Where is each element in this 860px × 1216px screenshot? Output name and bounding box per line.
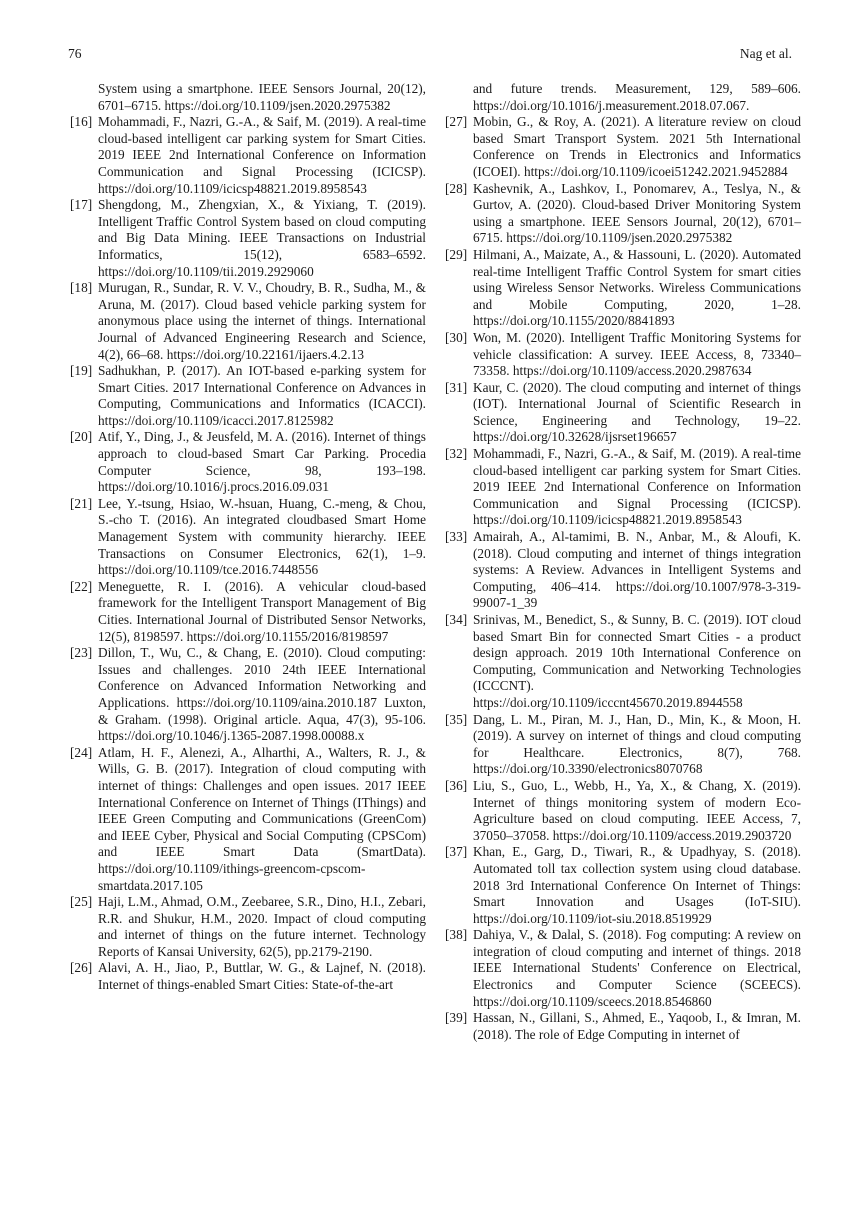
- reference-entry: [37] Khan, E., Garg, D., Tiwari, R., & Upadhyay, S. (2018). Automated toll tax collection system using cloud database. 2018 3rd International Conference On Internet of Things: Smart Innovation and Usages (IoT-SIU). https://doi.org/10.1109/iot-siu.2018.8519929: [445, 844, 801, 926]
- reference-entry: [21] Lee, Y.-tsung, Hsiao, W.-hsuan, Huang, C.-meng, & Chou, S.-cho T. (2016). An integrated cloudbased Smart Home Management System with community hierarchy. IEEE Transactions on Consumer Electronics, 62(1), 1–9. https://doi.org/10.1109/tce.2016.7448556: [70, 495, 426, 578]
- reference-entry: [30] Won, M. (2020). Intelligent Traffic Monitoring Systems for vehicle classification: A survey. IEEE Access, 8, 73340–73358. https://doi.org/10.1109/access.2020.2987634: [445, 329, 801, 379]
- reference-entry: [28] Kashevnik, A., Lashkov, I., Ponomarev, A., Teslya, N., & Gurtov, A. (2020). Cloud-based Driver Monitoring System using a smartphone. IEEE Sensors Journal, 20(12), 6701–6715. https://doi.org/10.1109/jsen.2020.2975382: [445, 180, 801, 246]
- reference-entry: [39] Hassan, N., Gillani, S., Ahmed, E., Yaqoob, I., & Imran, M. (2018). The role of Edge Computing in internet of: [445, 1010, 801, 1042]
- reference-entry: [22] Meneguette, R. I. (2016). A vehicular cloud-based framework for the Intelligent Transport Management of Big Cities. International Journal of Distributed Sensor Networks, 12(5), 8198597. https://doi.org/10.1155/2016/8198597: [70, 578, 426, 644]
- references-left-column: [70, 81, 426, 994]
- reference-entry: [19] Sadhukhan, P. (2017). An IOT-based e-parking system for Smart Cities. 2017 International Conference on Advances in Computing, Communications and Informatics (ICACCI). https://doi.org/10.1109/icacci.2017.8125982: [70, 363, 426, 428]
- reference-entry: [24] Atlam, H. F., Alenezi, A., Alharthi, A., Walters, R. J., & Wills, G. B. (2017). Integration of cloud computing with internet of things: Challenges and open issues. 2017 IEEE International Conference on Internet of Things (IThings) and IEEE Green Computing and Communications (GreenCom) and IEEE Cyber, Physical and Social Computing (CPSCom) and IEEE Smart Data (SmartData). https://doi.org/10.1109/ithings-greencom-cpscom-smartdata.2017.105: [70, 744, 426, 893]
- reference-entry: [16] Mohammadi, F., Nazri, G.-A., & Saif, M. (2019). A real-time cloud-based intelligent car parking system for Smart Cities. 2019 IEEE 2nd International Conference on Information Communication and Signal Processing (ICICSP). https://doi.org/10.1109/icicsp48821.2019.8958543: [70, 114, 426, 196]
- page-number: 76: [68, 46, 82, 61]
- reference-entry: [34] Srinivas, M., Benedict, S., & Sunny, B. C. (2019). IOT cloud based Smart Bin for connected Smart Cities - a product design approach. 2019 10th International Conference on Computing, Communication and Networking Technologies (ICCCNT). https://doi.org/10.1109/icccnt45670.2019.8944558: [445, 612, 801, 710]
- reference-entry: [17] Shengdong, M., Zhengxian, X., & Yixiang, T. (2019). Intelligent Traffic Control System based on cloud computing and Big Data Mining. IEEE Transactions on Industrial Informatics, 15(12), 6583–6592. https://doi.org/10.1109/tii.2019.2929060: [70, 197, 426, 279]
- reference-entry: and future trends. Measurement, 129, 589–606. https://doi.org/10.1016/j.measurement.2018.07.067.: [473, 81, 801, 113]
- reference-entry: [33] Amairah, A., Al-tamimi, B. N., Anbar, M., & Aloufi, K. (2018). Cloud computing and internet of things integration systems: A Review. Advances in Intelligent Systems and Computing, 406–414. https://doi.org/10.1007/978-3-319-99007-1_39: [445, 529, 801, 611]
- reference-entry: [26] Alavi, A. H., Jiao, P., Buttlar, W. G., & Lajnef, N. (2018). Internet of things-enabled Smart Cities: State-of-the-art: [70, 960, 426, 993]
- references-right-column: [445, 81, 801, 1043]
- reference-entry: [25] Haji, L.M., Ahmad, O.M., Zeebaree, S.R., Dino, H.I., Zebari, R.R. and Shukur, H.M., 2020. Impact of cloud computing and internet of things on the future internet. Technology Reports of Kansai University, 62(5), pp.2179-2190.: [70, 894, 426, 959]
- reference-entry: [18] Murugan, R., Sundar, R. V. V., Choudry, B. R., Sudha, M., & Aruna, M. (2017). Cloud based vehicle parking system for anonymous place using the internet of things. International Journal of Advanced Engineering Research and Science, 4(2), 66–68. https://doi.org/10.22161/ijaers.4.2.13: [70, 280, 426, 362]
- reference-entry: [38] Dahiya, V., & Dalal, S. (2018). Fog computing: A review on integration of cloud computing and internet of things. 2018 IEEE International Students' Conference on Electrical, Electronics and Computer Science (SCEECS). https://doi.org/10.1109/sceecs.2018.8546860: [445, 927, 801, 1009]
- reference-entry: [31] Kaur, C. (2020). The cloud computing and internet of things (IOT). International Journal of Scientific Research in Science, Engineering and Technology, 19–22. https://doi.org/10.32628/ijsrset196657: [445, 379, 801, 445]
- reference-entry: [35] Dang, L. M., Piran, M. J., Han, D., Min, K., & Moon, H. (2019). A survey on internet of things and cloud computing for Healthcare. Electronics, 8(7), 768. https://doi.org/10.3390/electronics8070768: [445, 711, 801, 777]
- reference-entry: [27] Mobin, G., & Roy, A. (2021). A literature review on cloud based Smart Transport System. 2021 5th International Conference on Trends in Electronics and Informatics (ICOEI). https://doi.org/10.1109/icoei51242.2021.9452884: [445, 114, 801, 179]
- running-head: Nag et al.: [739, 46, 792, 61]
- reference-entry: [29] Hilmani, A., Maizate, A., & Hassouni, L. (2020). Automated real-time Intelligent Traffic Control System for smart cities using Wireless Sensor Networks. Wireless Communications and Mobile Computing, 2020, 1–28. https://doi.org/10.1155/2020/8841893: [445, 246, 801, 329]
- reference-entry: [32] Mohammadi, F., Nazri, G.-A., & Saif, M. (2019). A real-time cloud-based intelligent car parking system for Smart Cities. 2019 IEEE 2nd International Conference on Information Communication and Signal Processing (ICICSP). https://doi.org/10.1109/icicsp48821.2019.8958543: [445, 446, 801, 528]
- reference-entry: [23] Dillon, T., Wu, C., & Chang, E. (2010). Cloud computing: Issues and challenges. 2010 24th IEEE International Conference on Advanced Information Networking and Applications. https://doi.org/10.1109/aina.2010.187 Luxton, & Graham. (1998). Original article. Aqua, 47(3), 95-106. https://doi.org/10.1046/j.1365-2087.1998.00088.x: [70, 645, 426, 744]
- reference-entry: [20] Atif, Y., Ding, J., & Jeusfeld, M. A. (2016). Internet of things approach to cloud-based Smart Car Parking. Procedia Computer Science, 98, 193–198. https://doi.org/10.1016/j.procs.2016.09.031: [70, 429, 426, 495]
- reference-entry: System using a smartphone. IEEE Sensors Journal, 20(12), 6701–6715. https://doi.org/10.1109/jsen.2020.2975382: [98, 81, 426, 113]
- reference-entry: [36] Liu, S., Guo, L., Webb, H., Ya, X., & Chang, X. (2019). Internet of things monitoring system of modern Eco-Agriculture based on cloud computing. IEEE Access, 7, 37050–37058. https://doi.org/10.1109/access.2019.2903720: [445, 777, 801, 843]
